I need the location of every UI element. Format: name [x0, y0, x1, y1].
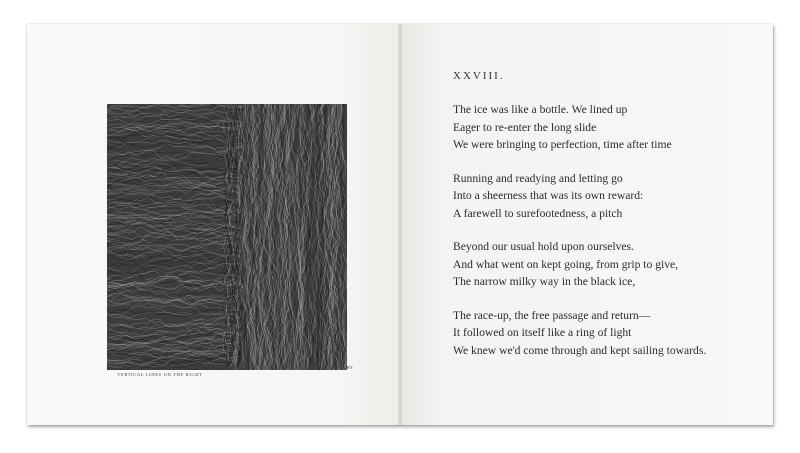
poem-number: XXVIII.	[453, 70, 505, 82]
poem-line: The ice was like a bottle. We lined up	[453, 103, 628, 116]
poem-line: And what went on kept going, from grip to give,	[453, 257, 679, 271]
poem-text	[453, 101, 753, 375]
poem-line: We knew we'd come through and kept sailing towards.	[453, 343, 707, 357]
poem-line: We were bringing to perfection, time after time	[453, 138, 672, 151]
poem-line: Eager to re-enter the long slide	[453, 120, 597, 134]
caption-line-1: SCRIBBLES WITH NOT STRAIGHT HORIZONTAL LINES ON THE LEFT AND NOT STRAIGHT	[118, 365, 354, 370]
poem-line: It followed on itself like a ring of light	[453, 326, 632, 339]
poem-line: Beyond our usual hold upon ourselves.	[453, 240, 634, 253]
poem-line: The race-up, the free passage and return—	[453, 308, 651, 322]
scribble-artwork	[107, 104, 347, 370]
stanza-3	[453, 238, 753, 291]
poem-line: A farewell to surefootedness, a pitch	[453, 206, 623, 220]
poem-line: Running and readying and letting go	[453, 171, 623, 185]
stanza-2	[453, 170, 753, 223]
figure-number: 28.	[107, 363, 116, 371]
stanza-1	[453, 101, 753, 154]
poem-line: The narrow milky way in the black ice,	[453, 275, 636, 288]
stanza-4	[453, 307, 753, 360]
scribble-drawing	[107, 104, 347, 370]
figure-caption	[107, 364, 377, 378]
book-gutter	[398, 24, 402, 425]
left-page	[27, 24, 400, 425]
caption-line-2: VERTICAL LINES ON THE RIGHT	[117, 372, 203, 377]
poem-line: Into a sheerness that was its own reward:	[453, 189, 644, 202]
